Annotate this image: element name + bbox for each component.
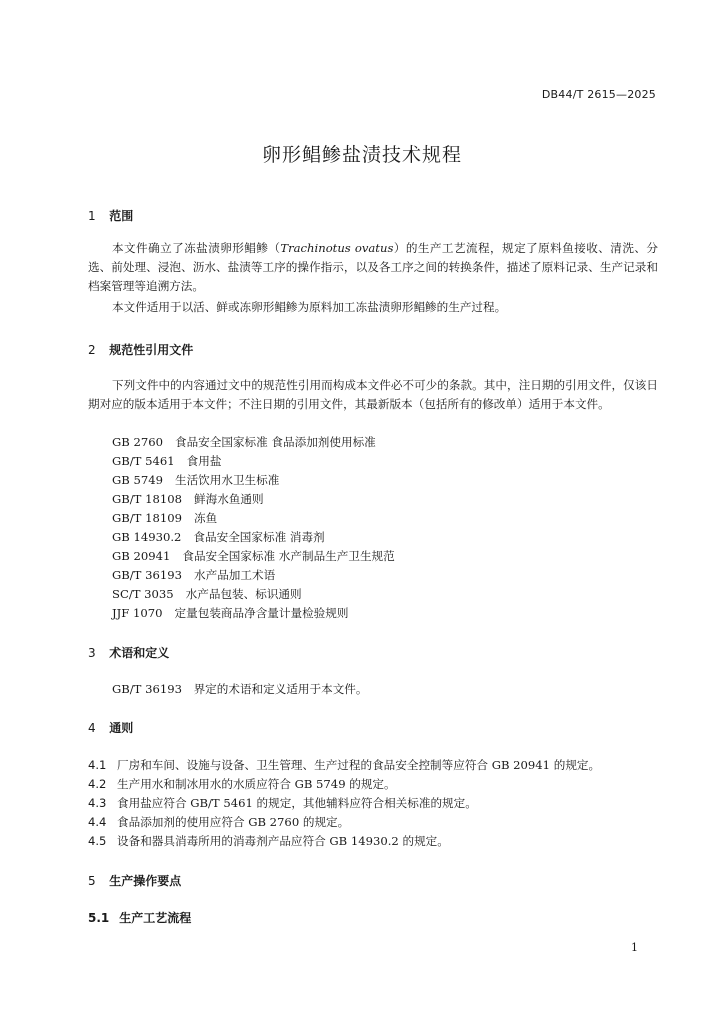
references-intro: 下列文件中的内容通过文中的规范性引用而构成本文件必不可少的条款。其中，注日期的引用文件，仅该日期对应的版本适用于本文件；不注日期的引用文件，其最新版本（包括所有的修改单）适用于本文件。 — [88, 378, 658, 411]
reference-item — [112, 547, 395, 566]
section-number: 5 — [88, 874, 96, 888]
reference-item — [112, 471, 279, 490]
rule-number: 4.3 — [88, 796, 107, 810]
section-number: 1 — [88, 209, 96, 223]
reference-name: 水产品加工术语 — [194, 568, 276, 582]
document-title: 卵形鲳鲹盐渍技术规程 — [261, 144, 462, 166]
section-number: 4 — [88, 721, 96, 735]
section-title: 术语和定义 — [109, 646, 170, 660]
reference-code: GB 2760 — [112, 435, 163, 449]
section-heading-terms — [88, 644, 169, 661]
section-title: 规范性引用文件 — [109, 343, 194, 357]
reference-item — [112, 490, 264, 509]
reference-code: GB/T 18108 — [112, 492, 182, 506]
scope-paragraph-1 — [88, 239, 658, 296]
section-title: 生产操作要点 — [109, 874, 182, 888]
reference-name: 食用盐 — [186, 454, 222, 468]
reference-item — [112, 604, 348, 623]
reference-name: 食品安全国家标准 水产制品生产卫生规范 — [182, 549, 395, 563]
reference-name: 水产品包装、标识通则 — [185, 587, 302, 601]
rule-number: 4.1 — [88, 758, 107, 772]
reference-code: GB/T 36193 — [112, 568, 182, 582]
rule-text: 厂房和车间、设施与设备、卫生管理、生产过程的食品安全控制等应符合 GB 20941 的规定。 — [117, 758, 601, 772]
rule-item — [88, 794, 477, 813]
rule-number: 4.5 — [88, 834, 107, 848]
reference-name: 定量包装商品净含量计量检验规则 — [174, 606, 349, 620]
rule-number: 4.2 — [88, 777, 107, 791]
reference-item — [112, 566, 275, 585]
reference-code: SC/T 3035 — [112, 587, 174, 601]
species-latin-name: Trachinotus ovatus — [280, 241, 394, 255]
rule-item — [88, 813, 349, 832]
scope-text-after: ）的生产工艺流程，规定了原料鱼接收、清洗、分选、前处理、浸泡、沥水、盐渍等工序的操作指示，以及各工序之间的转换条件，描述了原料记录、生产记录和档案管理等追溯方法。 — [88, 241, 658, 293]
section-heading-general-rules — [88, 719, 133, 736]
reference-code: JJF 1070 — [112, 606, 163, 620]
reference-code: GB 14930.2 — [112, 530, 182, 544]
subsection-heading-process-flow — [88, 909, 191, 926]
subsection-number: 5.1 — [88, 911, 110, 925]
rule-item — [88, 832, 449, 851]
rule-text: 设备和器具消毒所用的消毒剂产品应符合 GB 14930.2 的规定。 — [117, 834, 449, 848]
reference-name: 生活饮用水卫生标准 — [174, 473, 280, 487]
rule-item — [88, 775, 396, 794]
section-title: 范围 — [109, 209, 134, 223]
section-heading-normative-references — [88, 341, 193, 358]
terms-statement: GB/T 36193 界定的术语和定义适用于本文件。 — [112, 682, 368, 696]
reference-code: GB 5749 — [112, 473, 163, 487]
reference-code: GB/T 5461 — [112, 454, 175, 468]
reference-item — [112, 585, 302, 604]
rule-item — [88, 756, 600, 775]
subsection-title: 生产工艺流程 — [119, 911, 192, 925]
scope-text-before: 本文件确立了冻盐渍卵形鲳鲹（ — [112, 241, 281, 255]
reference-item — [112, 528, 325, 547]
rule-text: 食用盐应符合 GB/T 5461 的规定，其他辅料应符合相关标准的规定。 — [117, 796, 477, 810]
reference-item — [112, 509, 217, 528]
section-title: 通则 — [109, 721, 134, 735]
rule-text: 生产用水和制冰用水的水质应符合 GB 5749 的规定。 — [117, 777, 396, 791]
reference-name: 鲜海水鱼通则 — [194, 492, 264, 506]
reference-name: 食品安全国家标准 消毒剂 — [193, 530, 325, 544]
reference-code: GB/T 18109 — [112, 511, 182, 525]
rule-text: 食品添加剂的使用应符合 GB 2760 的规定。 — [117, 815, 350, 829]
reference-name: 冻鱼 — [194, 511, 218, 525]
section-number: 3 — [88, 646, 96, 660]
reference-code: GB 20941 — [112, 549, 171, 563]
rule-number: 4.4 — [88, 815, 107, 829]
section-heading-scope — [88, 207, 133, 224]
section-number: 2 — [88, 343, 96, 357]
page-number: 1 — [631, 941, 638, 954]
scope-paragraph-2: 本文件适用于以活、鲜或冻卵形鲳鲹为原料加工冻盐渍卵形鲳鲹的生产过程。 — [112, 300, 507, 314]
document-code: DB44/T 2615—2025 — [541, 88, 656, 101]
reference-name: 食品安全国家标准 食品添加剂使用标准 — [174, 435, 376, 449]
section-heading-production-operations — [88, 872, 181, 889]
reference-item — [112, 452, 221, 471]
reference-item — [112, 433, 376, 452]
